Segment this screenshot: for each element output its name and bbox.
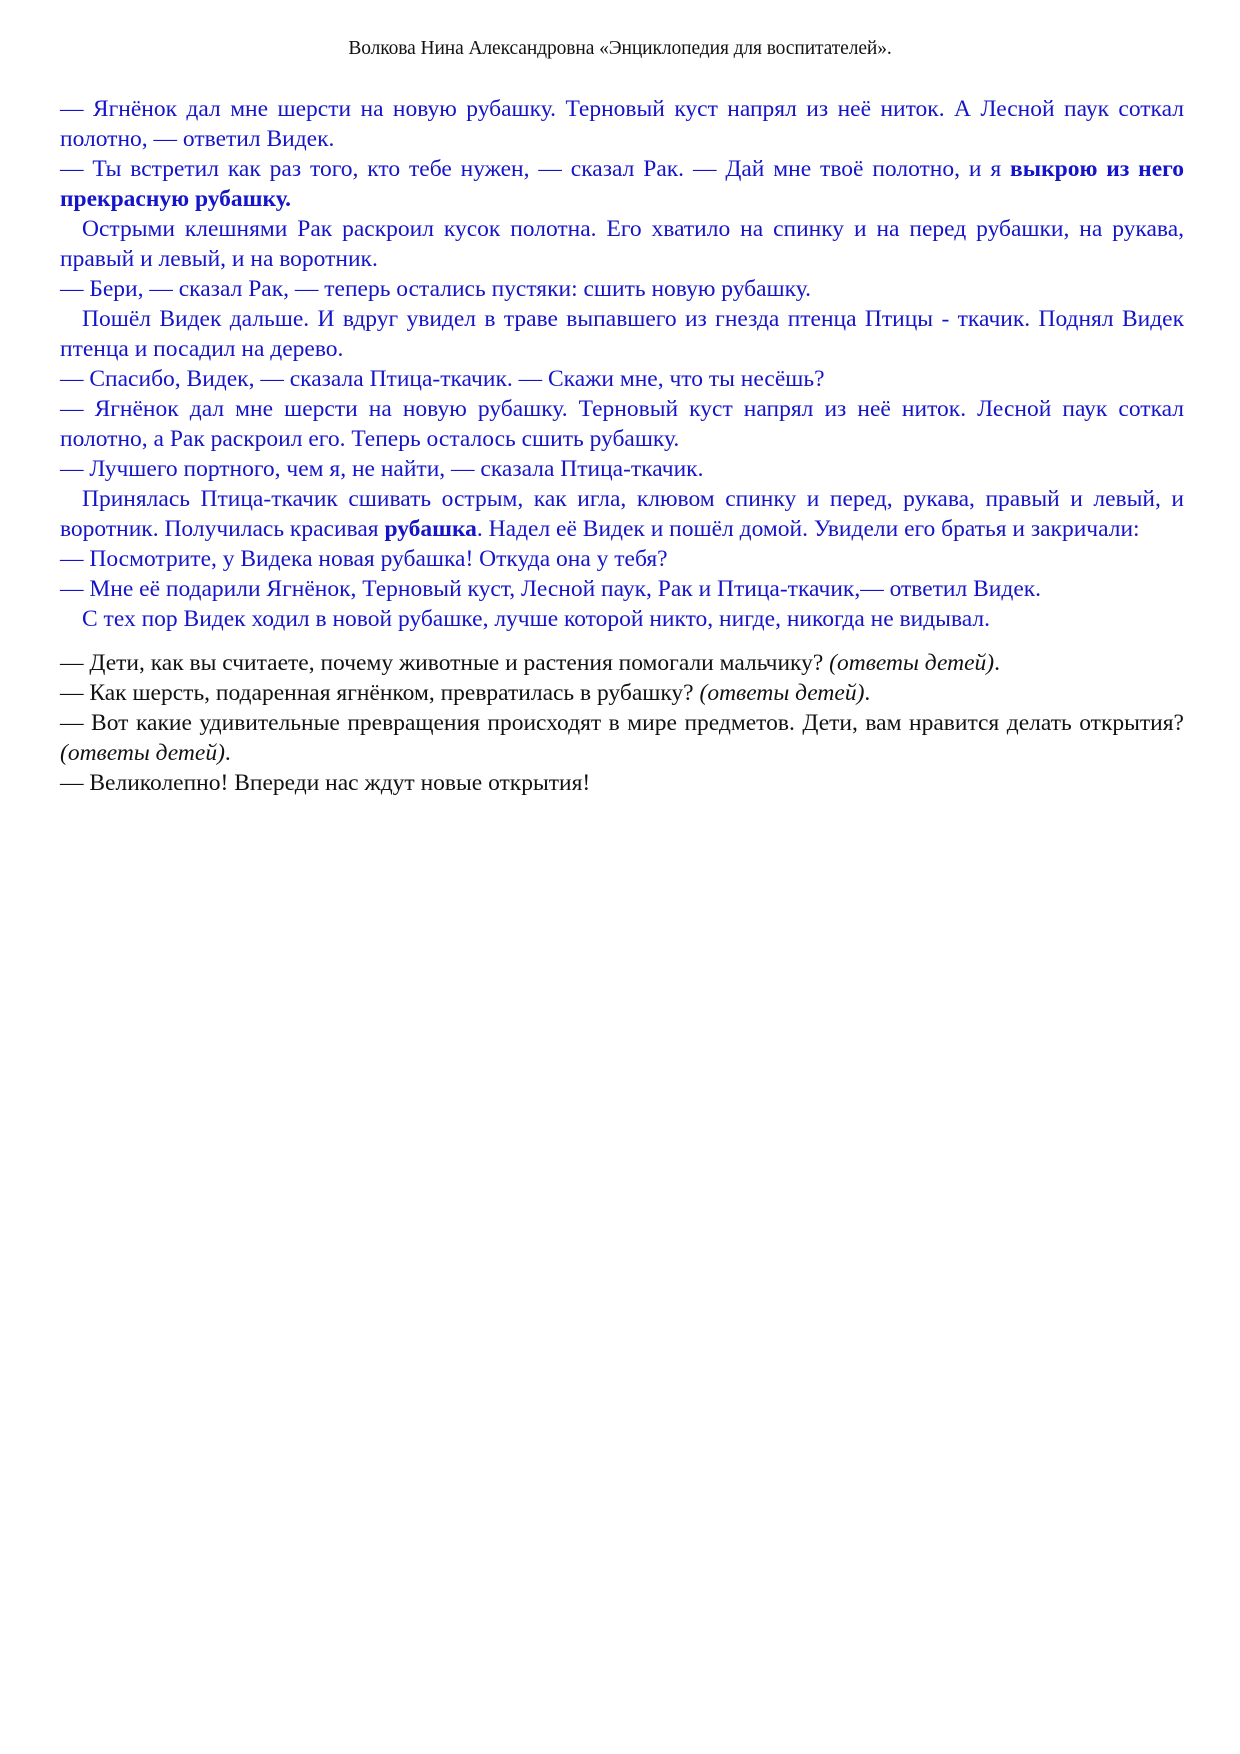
story-paragraph-2-text: — Ты встретил как раз того, кто тебе нужен, — сказал Рак. — Дай мне твоё полотно, и я xyxy=(60,156,1011,182)
teacher-question-3-note: (ответы детей) xyxy=(60,740,225,766)
story-paragraph-4: — Бери, — сказал Рак, — теперь остались пустяки: сшить новую рубашку. xyxy=(60,276,811,302)
story-paragraph-5: Пошёл Видек дальше. И вдруг увидел в траве выпавшего из гнезда птенца Птицы - ткачик. Поднял Видек птенца и посадил на дерево. xyxy=(60,306,1184,362)
story-paragraph-3: Острыми клешнями Рак раскроил кусок полотна. Его хватило на спинку и на перед рубашки, на рукава, правый и левый, и на воротник. xyxy=(60,216,1184,272)
teacher-question-3-text: — Вот какие удивительные превращения происходят в мире предметов. Дети, вам нравится делать открытия? xyxy=(60,710,1184,736)
teacher-question-1-note: (ответы детей) xyxy=(829,650,995,676)
story-paragraph-11: — Мне её подарили Ягнёнок, Терновый куст, Лесной паук, Рак и Птица-ткачик,— ответил Видек. xyxy=(60,576,1042,602)
teacher-closing: — Великолепно! Впереди нас ждут новые открытия! xyxy=(60,770,591,796)
story-paragraph-7: — Ягнёнок дал мне шерсти на новую рубашку. Терновый куст напрял из неё ниток. Лесной паук соткал полотно, а Рак раскроил его. Теперь осталось сшить рубашку. xyxy=(60,396,1184,452)
story-paragraph-9-after: . Надел её Видек и пошёл домой. Увидели его братья и закричали: xyxy=(476,516,1140,542)
story-paragraph-1: — Ягнёнок дал мне шерсти на новую рубашку. Терновый куст напрял из неё ниток. А Лесной паук соткал полотно, — ответил Видек. xyxy=(60,96,1184,152)
story-paragraph-9-bold: рубашка xyxy=(384,516,477,542)
story-paragraph-9 xyxy=(60,484,1184,544)
teacher-question-3-end: . xyxy=(224,740,231,766)
story-paragraph-6: — Спасибо, Видек, — сказала Птица-ткачик. — Скажи мне, что ты несёшь? xyxy=(60,366,825,392)
story-section xyxy=(60,94,1184,634)
teacher-question-2-end: . xyxy=(864,680,871,706)
teacher-question-1-end: . xyxy=(994,650,1000,676)
story-paragraph-2 xyxy=(60,154,1184,214)
teacher-question-3 xyxy=(60,708,1184,768)
teacher-question-1 xyxy=(60,648,1184,678)
story-paragraph-9-before: Принялась Птица-ткачик сшивать острым, как игла, клювом спинку и перед, рукава, правый и левый, и воротник. Получилась красивая xyxy=(60,486,1184,542)
teacher-question-2-note: (ответы детей) xyxy=(699,680,865,706)
story-paragraph-12: С тех пор Видек ходил в новой рубашке, лучше которой никто, нигде, никогда не видывал. xyxy=(82,606,990,632)
story-paragraph-2-bold: выкрою из него прекрасную рубашку. xyxy=(60,156,1184,212)
story-paragraph-10: — Посмотрите, у Видека новая рубашка! Откуда она у тебя? xyxy=(60,546,668,572)
story-paragraph-8: — Лучшего портного, чем я, не найти, — сказала Птица-ткачик. xyxy=(60,456,704,482)
document-body xyxy=(60,94,1184,798)
teacher-question-1-text: — Дети, как вы считаете, почему животные и растения помогали мальчику? xyxy=(60,650,830,676)
teacher-dialogue-section xyxy=(60,648,1184,798)
teacher-question-2 xyxy=(60,678,1184,708)
page-header: Волкова Нина Александровна «Энциклопедия для воспитателей». xyxy=(348,38,892,59)
teacher-question-2-text: — Как шерсть, подаренная ягнёнком, превратилась в рубашку? xyxy=(60,680,700,706)
